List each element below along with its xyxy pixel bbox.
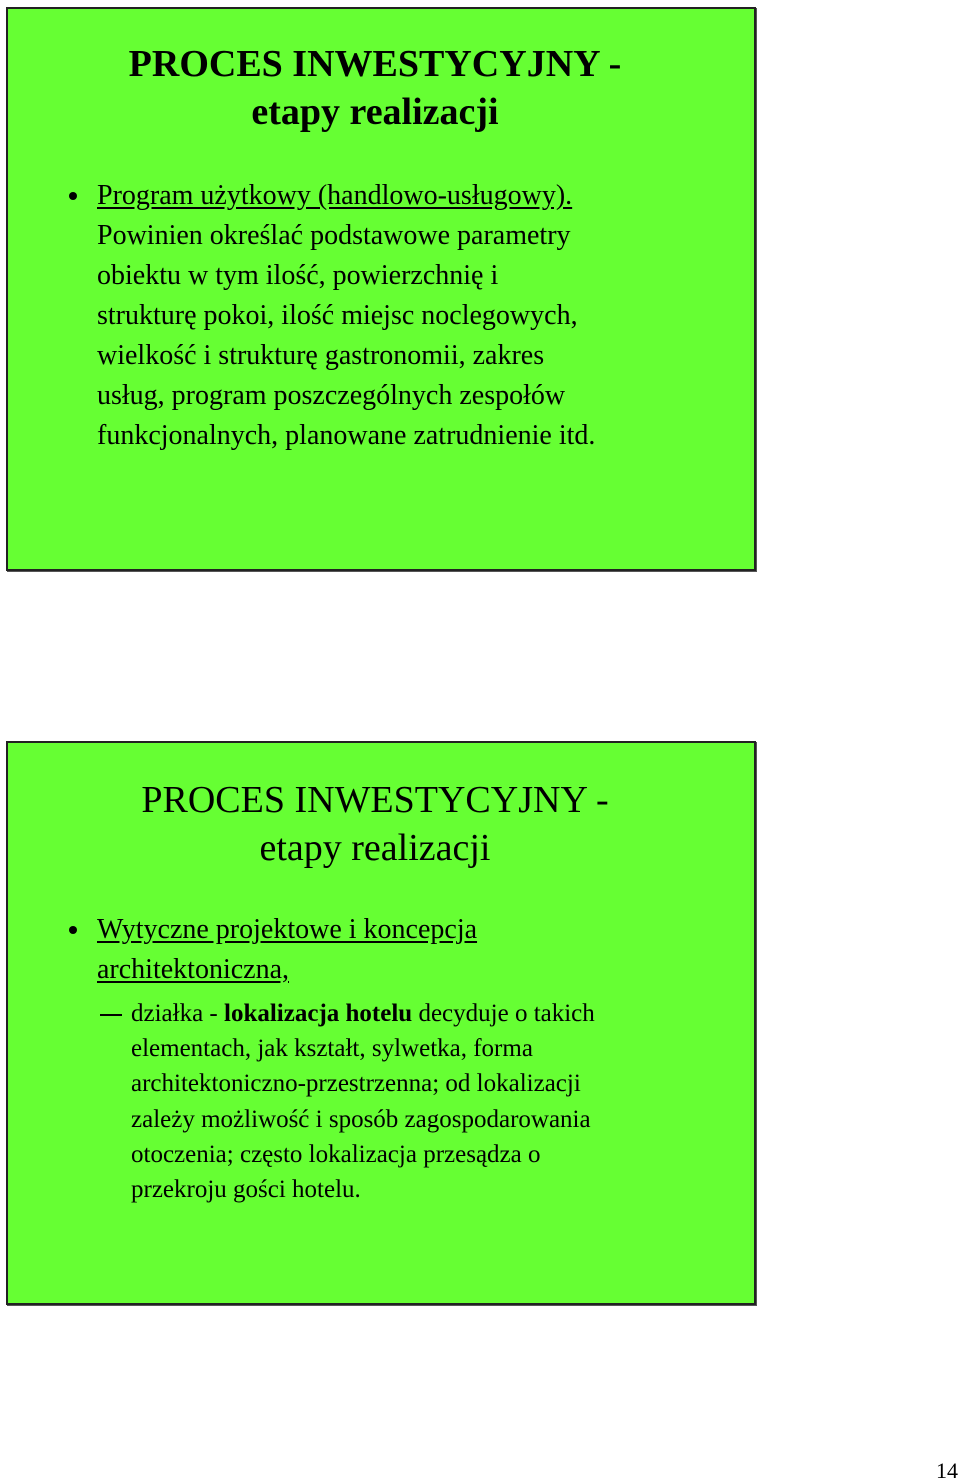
slide-1-bullet-line: Powinien określać podstawowe parametry [97, 220, 571, 251]
slide-2-title-line-2: etapy realizacji [259, 827, 491, 869]
slide-2-bullet-line: architektoniczna, [97, 954, 290, 985]
bullet-icon [69, 926, 77, 934]
slide-2-sub-line: zależy możliwość i sposób zagospodarowania [131, 1105, 591, 1133]
sub-bold: lokalizacja hotelu [224, 1000, 413, 1027]
slide-2-sub-line: otoczenia; często lokalizacja przesądza o [131, 1140, 541, 1168]
slide-1-bullet-line: usług, program poszczególnych zespołów [97, 380, 566, 411]
sub-lead: działka - [131, 1000, 225, 1027]
slide-2-title-line-1: PROCES INWESTYCYJNY - [141, 779, 609, 821]
slide-2-sub-first-line [131, 996, 595, 1031]
dash-icon [100, 1014, 122, 1016]
slide-2-bullet [97, 910, 477, 990]
slide-1-bullet-line: funkcjonalnych, planowane zatrudnienie itd. [97, 420, 596, 451]
slide-2-sub-line: przekroju gości hotelu. [131, 1176, 361, 1204]
slide-1-bullet-heading: Program użytkowy (handlowo-usługowy). [97, 180, 573, 211]
slide-1-title-line-2: etapy realizacji [251, 91, 499, 133]
sub-rest: decyduje o takich [412, 1000, 595, 1027]
slide-2-bullet-line: Wytyczne projektowe i koncepcja [97, 914, 478, 945]
slide-2-sub-line: architektoniczno-przestrzenna; od lokalizacji [131, 1070, 581, 1098]
bullet-icon [69, 192, 77, 200]
slide-1-title-line-1: PROCES INWESTYCYJNY - [128, 43, 622, 85]
slide-2-sub-bullet [131, 996, 595, 1207]
slide-1-bullet-line: obiektu w tym ilość, powierzchnię i [97, 260, 499, 291]
slide-1-bullet-line: strukturę pokoi, ilość miejsc noclegowych, [97, 300, 578, 331]
page-number: 14 [936, 1458, 958, 1483]
slide-1-bullet-line: wielkość i strukturę gastronomii, zakres [97, 340, 545, 371]
slide-1-bullet [97, 176, 595, 456]
slide-2-sub-line: elementach, jak kształt, sylwetka, forma [131, 1035, 533, 1063]
